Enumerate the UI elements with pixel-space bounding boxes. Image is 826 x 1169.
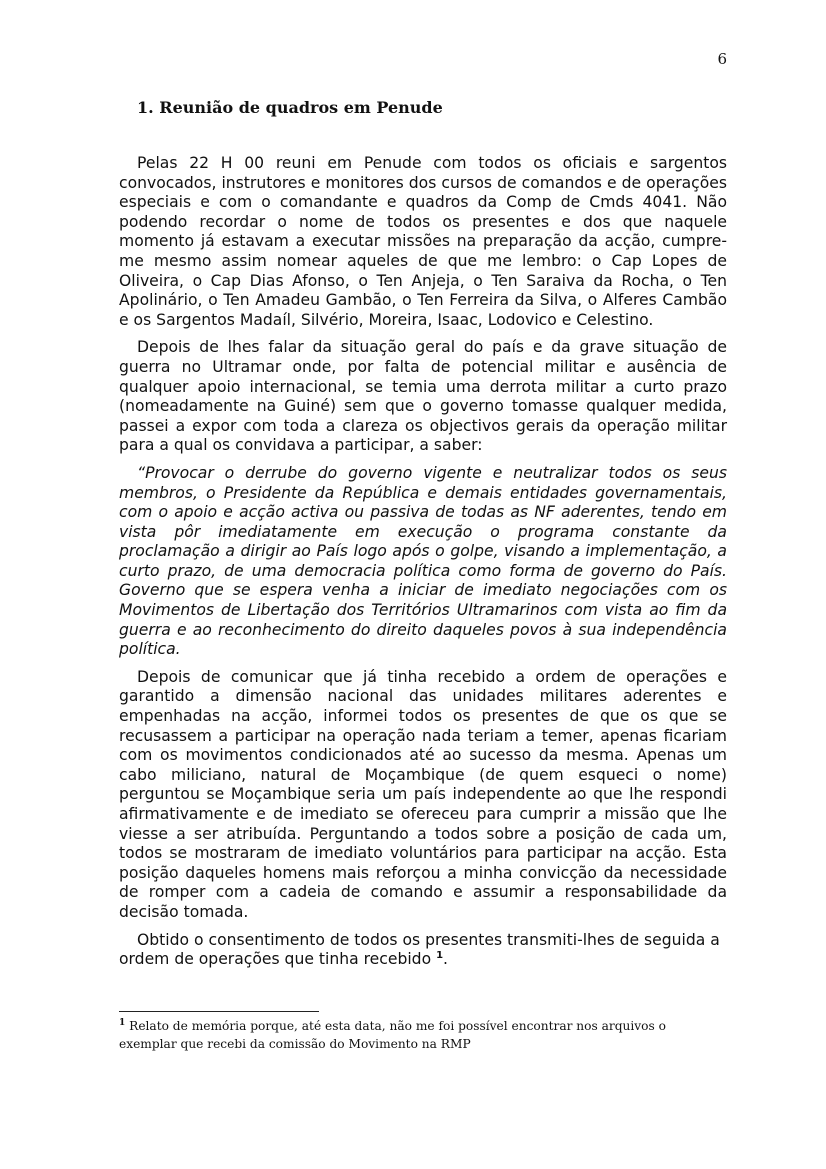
footnote-divider xyxy=(119,1011,319,1012)
footnote-marker: 1 xyxy=(119,1017,126,1028)
paragraph-meeting: Pelas 22 H 00 reuni em Penude com todos os oficiais e sargentos convocados, instrutores e monitores dos cursos de comandos e de operações especiais e com o comandante e quadros da Comp de Cmds 4041. Não podendo recordar o nome de todos os presentes e dos que naquele momento já estavam a executar missões na preparação da acção, cumpre-me mesmo assim nomear aqueles de que me lembro: o Cap Lopes de Oliveira, o Cap Dias Afonso, o Ten Anjeja, o Ten Saraiva da Rocha, o Ten Apolinário, o Ten Amadeu Gambão, o Ten Ferreira da Silva, o Alferes Cambão e os Sargentos Madaíl, Silvério, Moreira, Isaac, Lodovico e Celestino. xyxy=(119,154,727,329)
paragraph-orders: Depois de comunicar que já tinha recebido a ordem de operações e garantido a dimensão nacional das unidades militares aderentes e empenhadas na acção, informei todos os presentes de que os que se recusassem a participar na operação nada teriam a temer, apenas ficariam com os movimentos condicionados até ao sucesso da mesma. Apenas um cabo miliciano, natural de Moçambique (de quem esqueci o nome) perguntou se Moçambique seria um país independente ao que lhe respondi afirmativamente e de imediato se ofereceu para cumprir a missão que lhe viesse a ser atribuída. Perguntando a todos sobre a posição de cada um, todos se mostraram de imediato voluntários para participar na acção. Esta posição daqueles homens mais reforçou a minha convicção da necessidade de romper com a cadeia de comando e assumir a responsabilidade da decisão tomada. xyxy=(119,667,727,921)
section-heading: 1. Reunião de quadros em Penude xyxy=(137,98,443,117)
footnote-text: Relato de memória porque, até esta data, não me foi possível encontrar nos arquivos o exemplar que recebi da comissão do Movimento na RMP xyxy=(119,1019,666,1051)
page-number: 6 xyxy=(717,50,727,68)
paragraph-consent-period: . xyxy=(443,950,449,969)
paragraph-consent xyxy=(119,931,727,970)
body-text xyxy=(119,154,727,978)
paragraph-situation: Depois de lhes falar da situação geral do país e da grave situação de guerra no Ultramar onde, por falta de potencial militar e ausência de qualquer apoio internacional, se temia uma derrota militar a curto prazo (nomeadamente na Guiné) sem que o governo tomasse qualquer medida, passei a expor com toda a clareza os objectivos gerais da operação militar para a qual os convidava a participar, a saber: xyxy=(119,338,727,455)
footnote-reference: 1 xyxy=(436,949,444,961)
footnote xyxy=(119,1017,727,1053)
paragraph-consent-text: Obtido o consentimento de todos os presentes transmiti-lhes de seguida a ordem de operações que tinha recebido xyxy=(119,930,720,969)
paragraph-objectives-quote: “Provocar o derrube do governo vigente e neutralizar todos os seus membros, o Presidente da República e demais entidades governamentais, com o apoio e acção activa ou passiva de todas as NF aderentes, tendo em vista pôr imediatamente em execução o programa constante da proclamação a dirigir ao País logo após o golpe, visando a implementação, a curto prazo, de uma democracia política como forma de governo do País. Governo que se espera venha a iniciar de imediato negociações com os Movimentos de Libertação dos Territórios Ultramarinos com vista ao fim da guerra e ao reconhecimento do direito daqueles povos à sua independência política. xyxy=(119,463,727,659)
